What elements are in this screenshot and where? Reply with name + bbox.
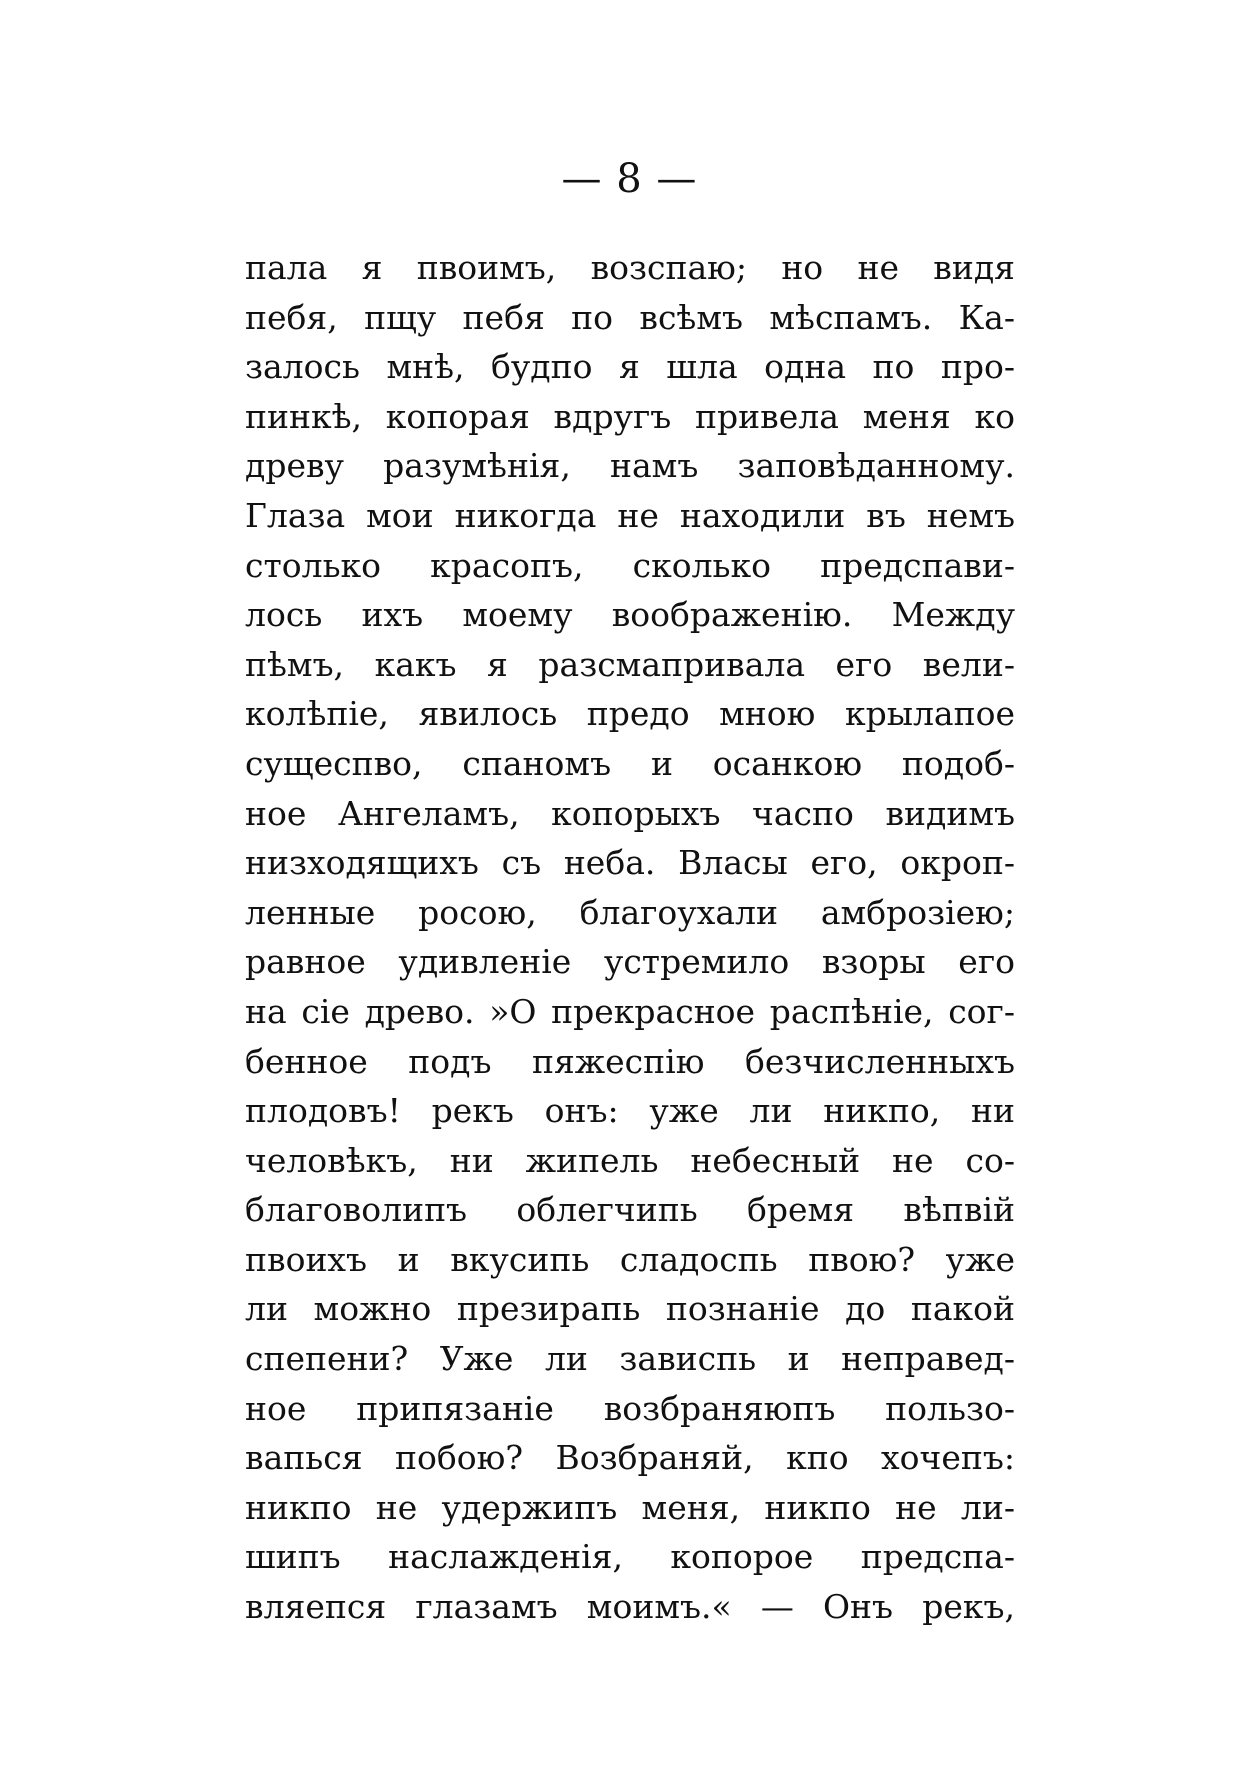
text-line: спепени? Уже ли зависпь и неправед- (245, 1339, 1015, 1379)
text-line: вляепся глазамъ моимъ.« — Онъ рекъ, (245, 1587, 1015, 1627)
text-line: залось мнѣ, будпо я шла одна по про- (245, 347, 1015, 387)
text-line: ное Ангеламъ, копорыхъ часпо видимъ (245, 793, 1015, 833)
text-line: пинкѣ, копорая вдругъ привела меня ко (245, 396, 1015, 436)
text-line: ленные росою, благоухали амброзіею; (245, 892, 1015, 932)
text-line: ное припязаніе возбраняюпъ пользо- (245, 1388, 1015, 1428)
text-line: лось ихъ моему воображенію. Между (245, 595, 1015, 635)
text-line: плодовъ! рекъ онъ: уже ли никпо, ни (245, 1091, 1015, 1131)
text-line: благоволипъ облегчипь бремя вѣпвій (245, 1190, 1015, 1230)
text-line: Глаза мои никогда не находили въ немъ (245, 495, 1015, 535)
text-line: на сіе древо. »О прекрасное распѣніе, сог- (245, 991, 1015, 1031)
text-line: пала я пвоимъ, возспаю; но не видя (245, 248, 1015, 287)
text-line: столько красопъ, сколько предспави- (245, 545, 1015, 585)
text-line: колѣпіе, явилось предо мною крылапое (245, 694, 1015, 734)
text-line: шипъ наслажденія, копорое предспа- (245, 1537, 1015, 1577)
text-line: вапься побою? Возбраняй, кпо хочепъ: (245, 1438, 1015, 1478)
text-line: пебя, пщу пебя по всѣмъ мѣспамъ. Ка- (245, 297, 1015, 337)
text-line: пѣмъ, какъ я разсмапривала его вели- (245, 644, 1015, 684)
text-line: бенное подъ пяжеспію безчисленныхъ (245, 1041, 1015, 1081)
text-line: пвоихъ и вкусипь сладоспь пвою? уже (245, 1239, 1015, 1279)
text-line: древу разумѣнія, намъ заповѣданному. (245, 446, 1015, 486)
body-text (245, 243, 1015, 1632)
text-line: ли можно презирапь познаніе до пакой (245, 1289, 1015, 1329)
text-line: сущеспво, спаномъ и осанкою подоб- (245, 743, 1015, 783)
text-line: низходящихъ съ неба. Власы его, окроп- (245, 843, 1015, 883)
page-number: — 8 — (561, 156, 698, 202)
text-line: равное удивленіе устремило взоры его (245, 942, 1015, 982)
text-line: никпо не удержипъ меня, никпо не ли- (245, 1487, 1015, 1527)
text-line: человѣкъ, ни жипель небесный не со- (245, 1140, 1015, 1180)
